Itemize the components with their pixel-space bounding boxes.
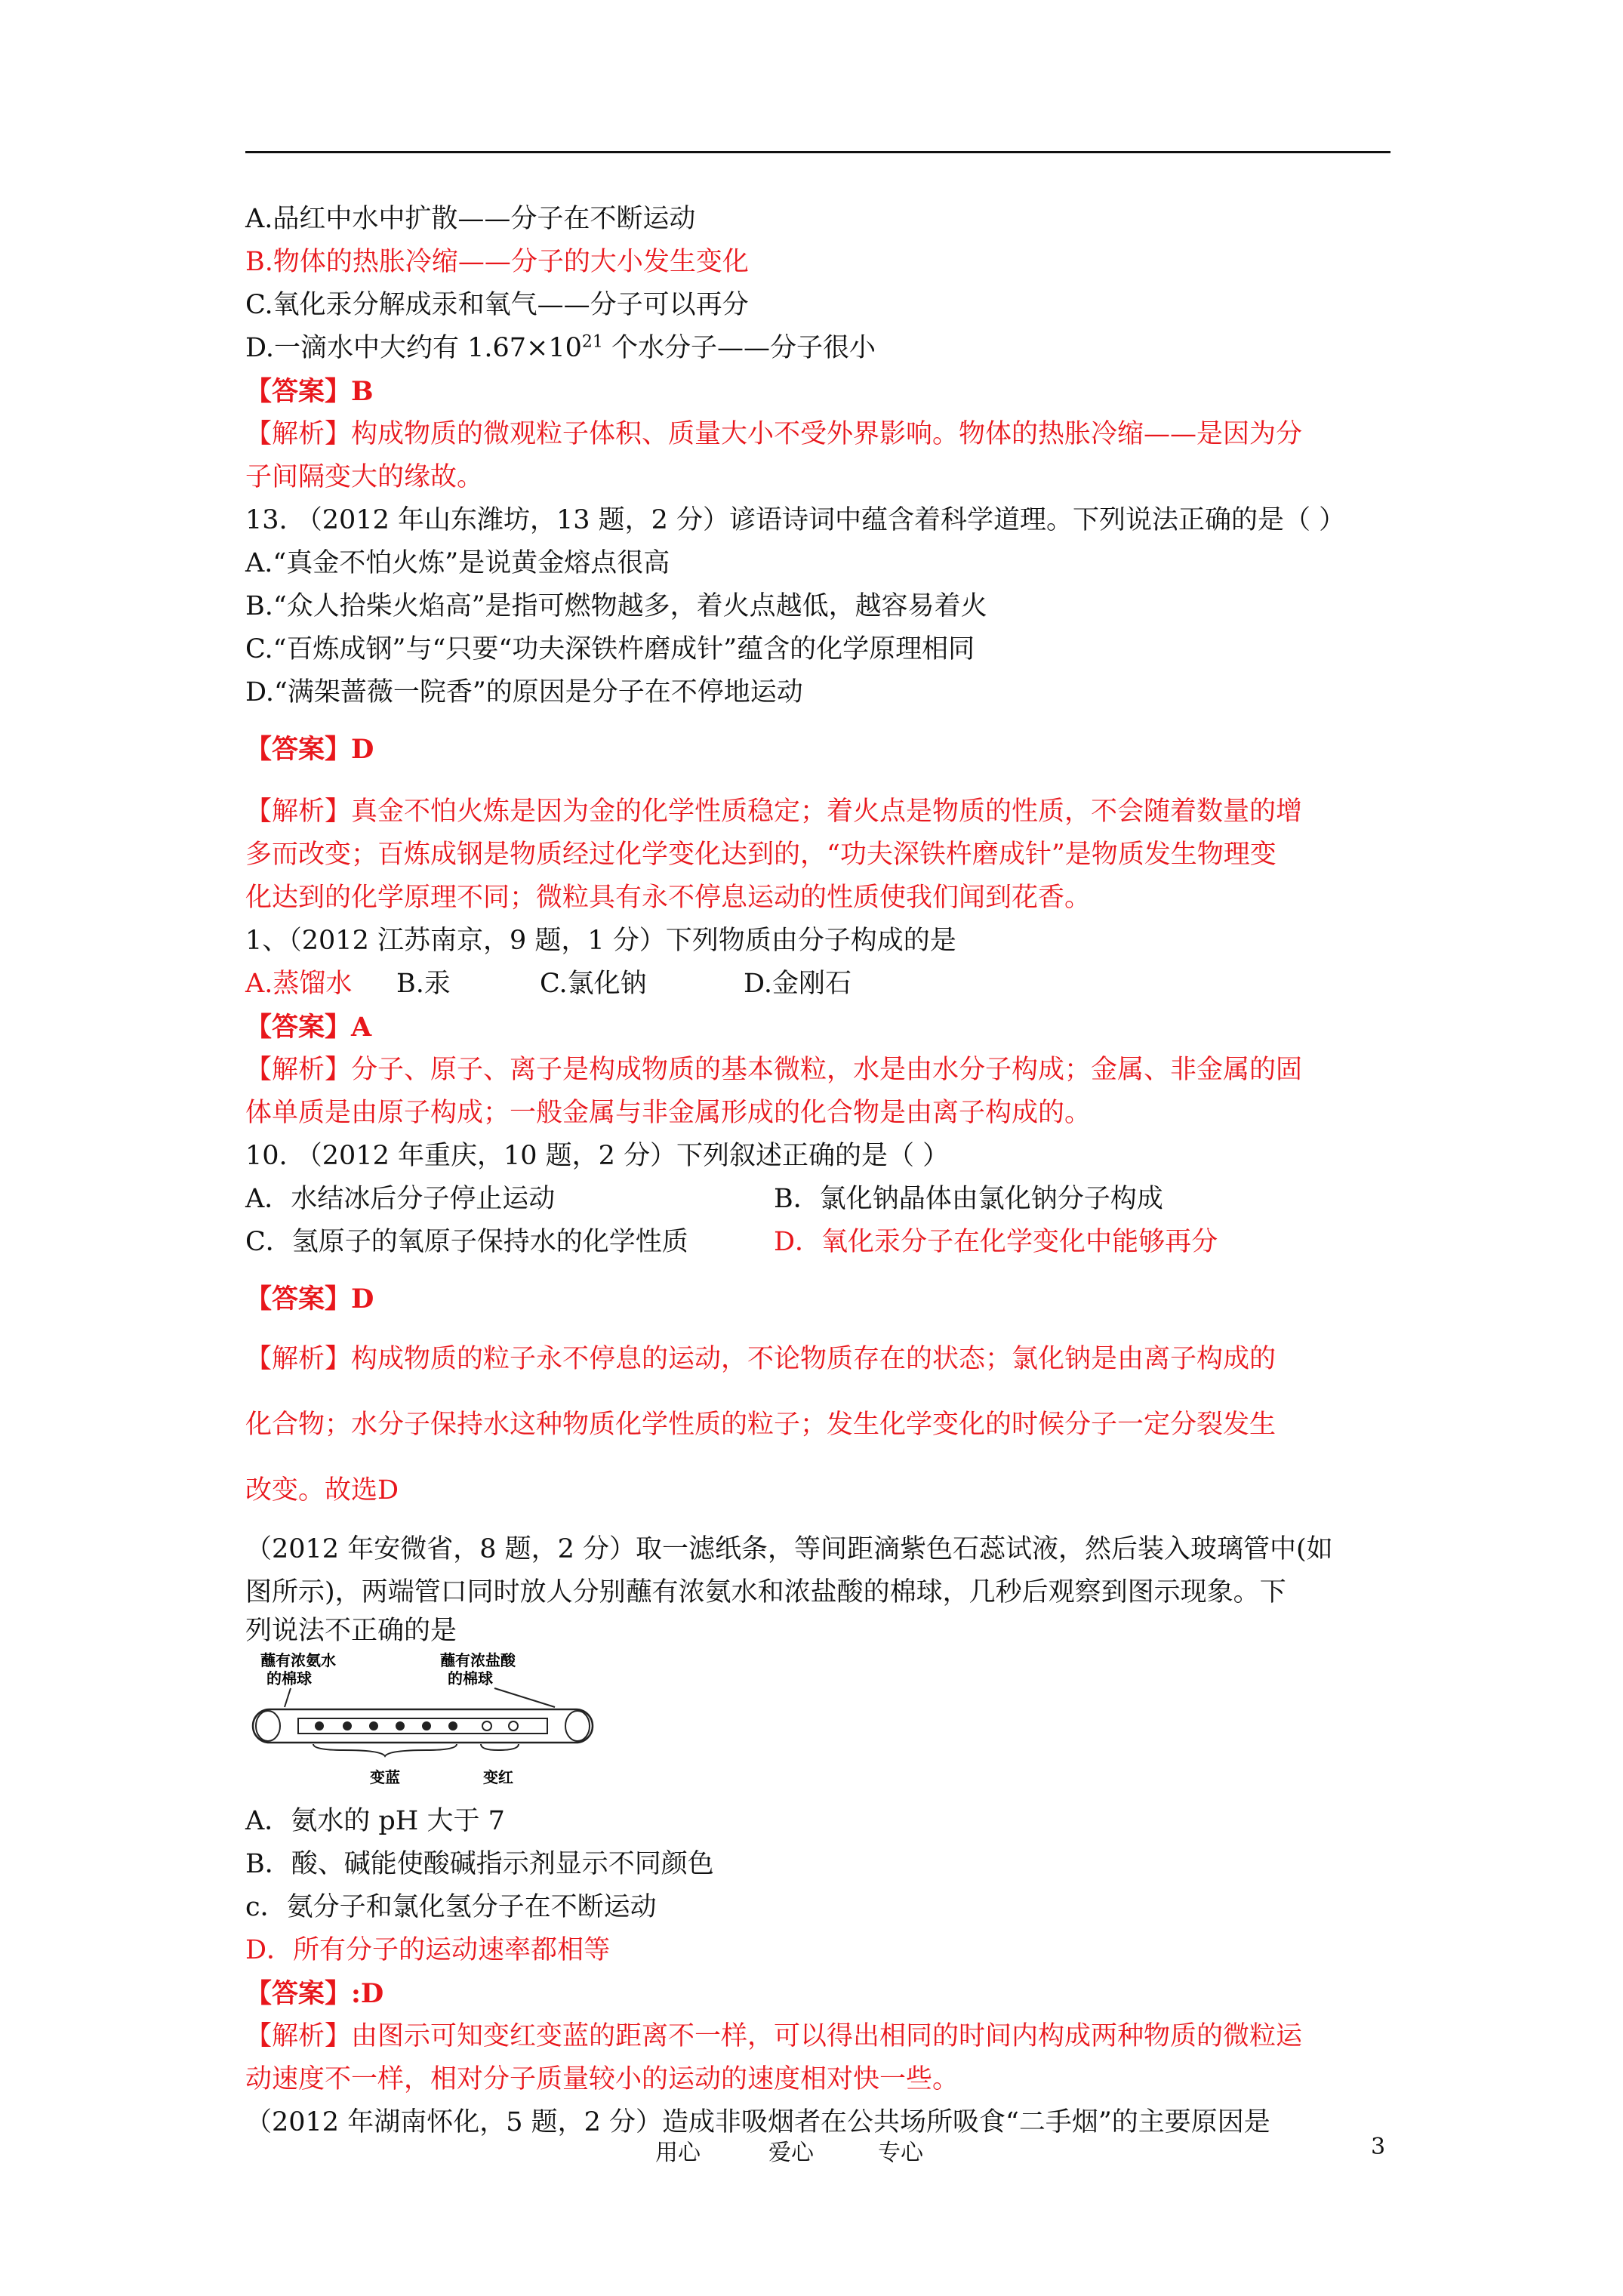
analysis-line: 【解析】构成物质的粒子永不停息的运动，不论物质存在的状态；氯化钠是由离子构成的 xyxy=(245,1344,1277,1374)
analysis-line: 子间隔变大的缘故。 xyxy=(245,462,484,492)
question-stem: （2012 年安微省，8 题，2 分）取一滤纸条，等间距滴紫色石蕊试液，然后装入玻璃管中(如 xyxy=(245,1534,1333,1564)
cotton-ball-right xyxy=(565,1711,590,1741)
answer-label: 【答案】B xyxy=(245,376,374,407)
option-d-pre: D.一滴水中大约有 1.67×10 xyxy=(245,333,582,363)
options-row xyxy=(245,1178,1408,1221)
answer-label: 【答案】A xyxy=(245,1012,372,1043)
analysis-line: 【解析】构成物质的微观粒子体积、质量大小不受外界影响。物体的热胀冷缩——是因为分 xyxy=(245,419,1303,449)
question-stem: （2012 年湖南怀化，5 题，2 分）造成非吸烟者在公共场所吸食“二手烟”的主要原因是 xyxy=(245,2107,1270,2137)
analysis-line: 【解析】由图示可知变红变蓝的距离不一样，可以得出相同的时间内构成两种物质的微粒运 xyxy=(245,2021,1303,2051)
page-number: 3 xyxy=(1371,2134,1386,2160)
label-left-2: 的棉球 xyxy=(266,1669,312,1687)
option-c: c．氨分子和氯化氢分子在不断运动 xyxy=(245,1892,657,1922)
option-d-correct: D．所有分子的运动速率都相等 xyxy=(245,1935,611,1965)
option-b: B.汞 xyxy=(396,969,451,999)
analysis-line: 体单质是由原子构成；一般金属与非金属形成的化合物是由离子构成的。 xyxy=(245,1098,1092,1128)
label-turn-blue: 变蓝 xyxy=(370,1768,400,1786)
option-d xyxy=(245,327,1408,370)
option-d: D.“满架蔷薇一院香”的原因是分子在不停地运动 xyxy=(245,677,803,707)
option-c: C.“百炼成钢”与“只要“功夫深铁杵磨成针”蕴含的化学原理相同 xyxy=(245,634,975,664)
option-a: A．氨水的 pH 大于 7 xyxy=(245,1806,505,1836)
label-right-1: 蘸有浓盐酸 xyxy=(440,1651,516,1669)
analysis-line: 动速度不一样，相对分子质量较小的运动的速度相对快一些。 xyxy=(245,2064,959,2094)
glass-tube-diagram xyxy=(245,1650,600,1794)
analysis-line: 【解析】真金不怕火炼是因为金的化学性质稳定；着火点是物质的性质，不会随着数量的增 xyxy=(245,797,1303,827)
option-a: A.“真金不怕火炼”是说黄金熔点很高 xyxy=(245,548,670,578)
options-row xyxy=(245,963,1408,1006)
question-stem: 图所示)，两端管口同时放人分别蘸有浓氨水和浓盐酸的棉球，几秒后观察到图示现象。下 xyxy=(245,1577,1286,1607)
analysis-line: 改变。故选D xyxy=(245,1475,399,1505)
answer-label: 【答案】D xyxy=(245,734,374,765)
option-a: A．水结冰后分子停止运动 xyxy=(245,1184,556,1214)
option-c: C.氧化汞分解成汞和氧气——分子可以再分 xyxy=(245,290,749,320)
glass-tube-figure xyxy=(245,1650,600,1794)
question-stem: 1、（2012 江苏南京，9 题，1 分）下列物质由分子构成的是 xyxy=(245,926,956,956)
label-left-1: 蘸有浓氨水 xyxy=(260,1651,336,1669)
option-b: B．氯化钠晶体由氯化钠分子构成 xyxy=(774,1184,1163,1214)
option-c: C.氯化钠 xyxy=(540,969,647,999)
option-b: B.“众人拾柴火焰高”是指可燃物越多，着火点越低，越容易着火 xyxy=(245,591,987,621)
footer-motto-2: 爱心 xyxy=(768,2140,814,2166)
analysis-line: 化达到的化学原理不同；微粒具有永不停息运动的性质使我们闻到花香。 xyxy=(245,883,1092,913)
footer-motto-3: 专心 xyxy=(878,2140,923,2166)
footer-motto-1: 用心 xyxy=(655,2140,701,2166)
options-row xyxy=(245,1221,1408,1264)
option-d: D.金刚石 xyxy=(744,969,852,999)
page-content xyxy=(245,198,1408,2144)
analysis-line: 化合物；水分子保持水这种物质化学性质的粒子；发生化学变化的时候分子一定分裂发生 xyxy=(245,1410,1277,1440)
option-a-correct: A.蒸馏水 xyxy=(245,969,353,999)
option-d-post: 个水分子——分子很小 xyxy=(602,333,876,363)
option-b-correct: B.物体的热胀冷缩——分子的大小发生变化 xyxy=(245,247,749,277)
label-right-2: 的棉球 xyxy=(448,1669,493,1687)
question-stem: 13. （2012 年山东潍坊，13 题，2 分）谚语诗词中蕴含着科学道理。下列说法正确的是（ ） xyxy=(245,505,1346,535)
cotton-ball-left xyxy=(256,1711,280,1741)
option-c: C．氢原子的氧原子保持水的化学性质 xyxy=(245,1227,688,1257)
analysis-line: 多而改变；百炼成钢是物质经过化学变化达到的，“功夫深铁杵磨成针”是物质发生物理变 xyxy=(245,840,1277,870)
header-rule xyxy=(245,151,1390,153)
question-stem: 10. （2012 年重庆，10 题，2 分）下列叙述正确的是（ ） xyxy=(245,1141,950,1171)
analysis-line: 【解析】分子、原子、离子是构成物质的基本微粒，水是由水分子构成；金属、非金属的固 xyxy=(245,1055,1303,1085)
answer-label: 【答案】:D xyxy=(245,1978,384,2009)
option-b: B．酸、碱能使酸碱指示剂显示不同颜色 xyxy=(245,1849,714,1879)
label-turn-red: 变红 xyxy=(483,1768,513,1786)
option-d-exponent: 21 xyxy=(581,332,603,352)
option-a: A.品红中水中扩散——分子在不断运动 xyxy=(245,204,696,234)
answer-label: 【答案】D xyxy=(245,1284,374,1314)
option-d-correct: D．氧化汞分子在化学变化中能够再分 xyxy=(774,1227,1218,1257)
question-stem: 列说法不正确的是 xyxy=(245,1616,457,1646)
